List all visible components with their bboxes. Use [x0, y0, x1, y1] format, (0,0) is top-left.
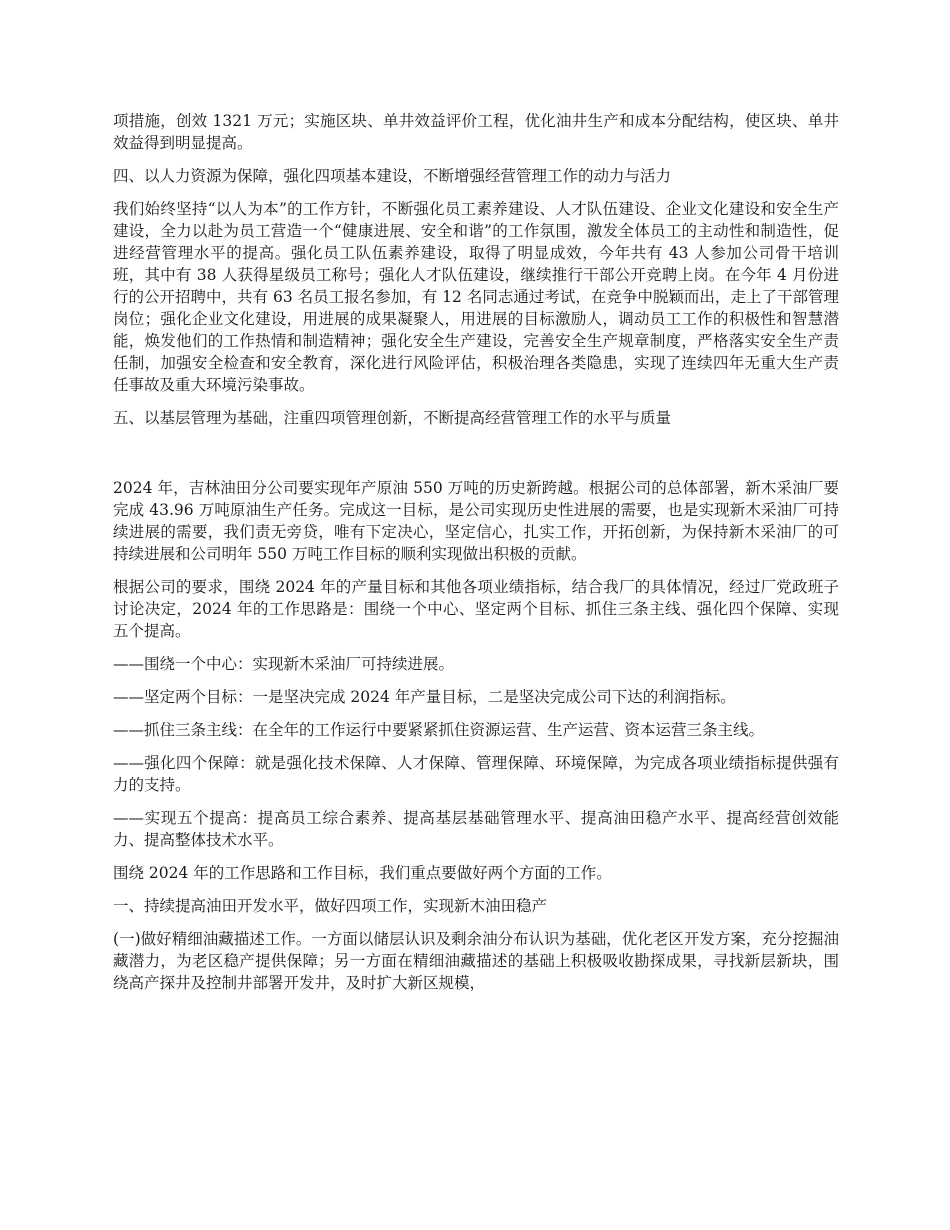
section-gap [113, 440, 839, 477]
section-heading-four: 四、以人力资源为保障，强化四项基本建设，不断增强经营管理工作的动力与活力 [113, 167, 672, 185]
paragraph-two-aspects: 围绕 2024 年的工作思路和工作目标，我们重点要做好两个方面的工作。 [113, 864, 612, 882]
list-item-four-guarantees: ——强化四个保障：就是强化技术保障、人才保障、管理保障、环境保障，为完成各项业绩指标提供强有力的支持。 [113, 754, 839, 794]
list-item-three-lines: ——抓住三条主线：在全年的工作运行中要紧紧抓住资源运营、生产运营、资本运营三条主线。 [113, 721, 765, 739]
paragraph-work-approach: 根据公司的要求，围绕 2024 年的产量目标和其他各项业绩指标，结合我厂的具体情况，经过厂党政班子讨论决定，2024 年的工作思路是：围绕一个中心、坚定两个目标、抓住三条主线、强化四个保障、实现五个提高。 [113, 578, 839, 640]
document-body [113, 110, 839, 1005]
paragraph-human-resources: 我们始终坚持“以人为本”的工作方针，不断强化员工素养建设、人才队伍建设、企业文化建设和安全生产建设，全力以赴为员工营造一个“健康进展、安全和谐”的工作氛围，激发全体员工的主动性和制造性，促进经营管理水平的提高。强化员工队伍素养建设，取得了明显成效，今年共有 43 人参加公司骨干培训班，其中有 38 人获得星级员工称号；强化人才队伍建设，继续推行干部公开竞聘上岗。在今年 4 月份进行的公开招聘中，共有 63 名员工报名参加，有 12 名同志通过考试，在竞争中脱颖而出，走上了干部管理岗位；强化企业文化建设，用进展的成果凝聚人，用进展的目标激励人，调动员工工作的积极性和智慧潜能，焕发他们的工作热情和制造精神；强化安全生产建设，完善安全生产规章制度，严格落实安全生产责任制，加强安全检查和安全教育，深化进行风险评估，积极治理各类隐患，实现了连续四年无重大生产责任事故及重大环境污染事故。 [113, 200, 839, 394]
list-item-two-goals: ——坚定两个目标：一是坚决完成 2024 年产量目标，二是坚决完成公司下达的利润指标。 [113, 688, 736, 706]
list-item-five-improvements: ——实现五个提高：提高员工综合素养、提高基层基础管理水平、提高油田稳产水平、提高经营创效能力、提高整体技术水平。 [113, 809, 839, 849]
paragraph-efficiency-measures: 项措施，创效 1321 万元；实施区块、单井效益评价工程，优化油井生产和成本分配结构，使区块、单井效益得到明显提高。 [113, 112, 839, 152]
list-item-one-center: ——围绕一个中心：实现新木采油厂可持续进展。 [113, 655, 455, 673]
paragraph-reservoir-description: (一)做好精细油藏描述工作。一方面以储层认识及剩余油分布认识为基础，优化老区开发方案，充分挖掘油藏潜力，为老区稳产提供保障；另一方面在精细油藏描述的基础上积极吸收勘探成果，寻找新层新块，围绕高产探井及控制井部署开发井，及时扩大新区规模， [113, 930, 839, 992]
paragraph-annual-target: 2024 年，吉林油田分公司要实现年产原油 550 万吨的历史新跨越。根据公司的总体部署，新木采油厂要完成 43.96 万吨原油生产任务。完成这一目标，是公司实现历史性进展的需要，也是实现新木采油厂可持续进展的需要，我们责无旁贷，唯有下定决心，坚定信心，扎实工作，开拓创新，为保持新木采油厂的可持续进展和公司明年 550 万吨工作目标的顺利实现做出积极的贡献。 [113, 479, 839, 563]
section-heading-five: 五、以基层管理为基础，注重四项管理创新，不断提高经营管理工作的水平与质量 [113, 409, 672, 427]
section-heading-one: 一、持续提高油田开发水平，做好四项工作，实现新木油田稳产 [113, 897, 548, 915]
